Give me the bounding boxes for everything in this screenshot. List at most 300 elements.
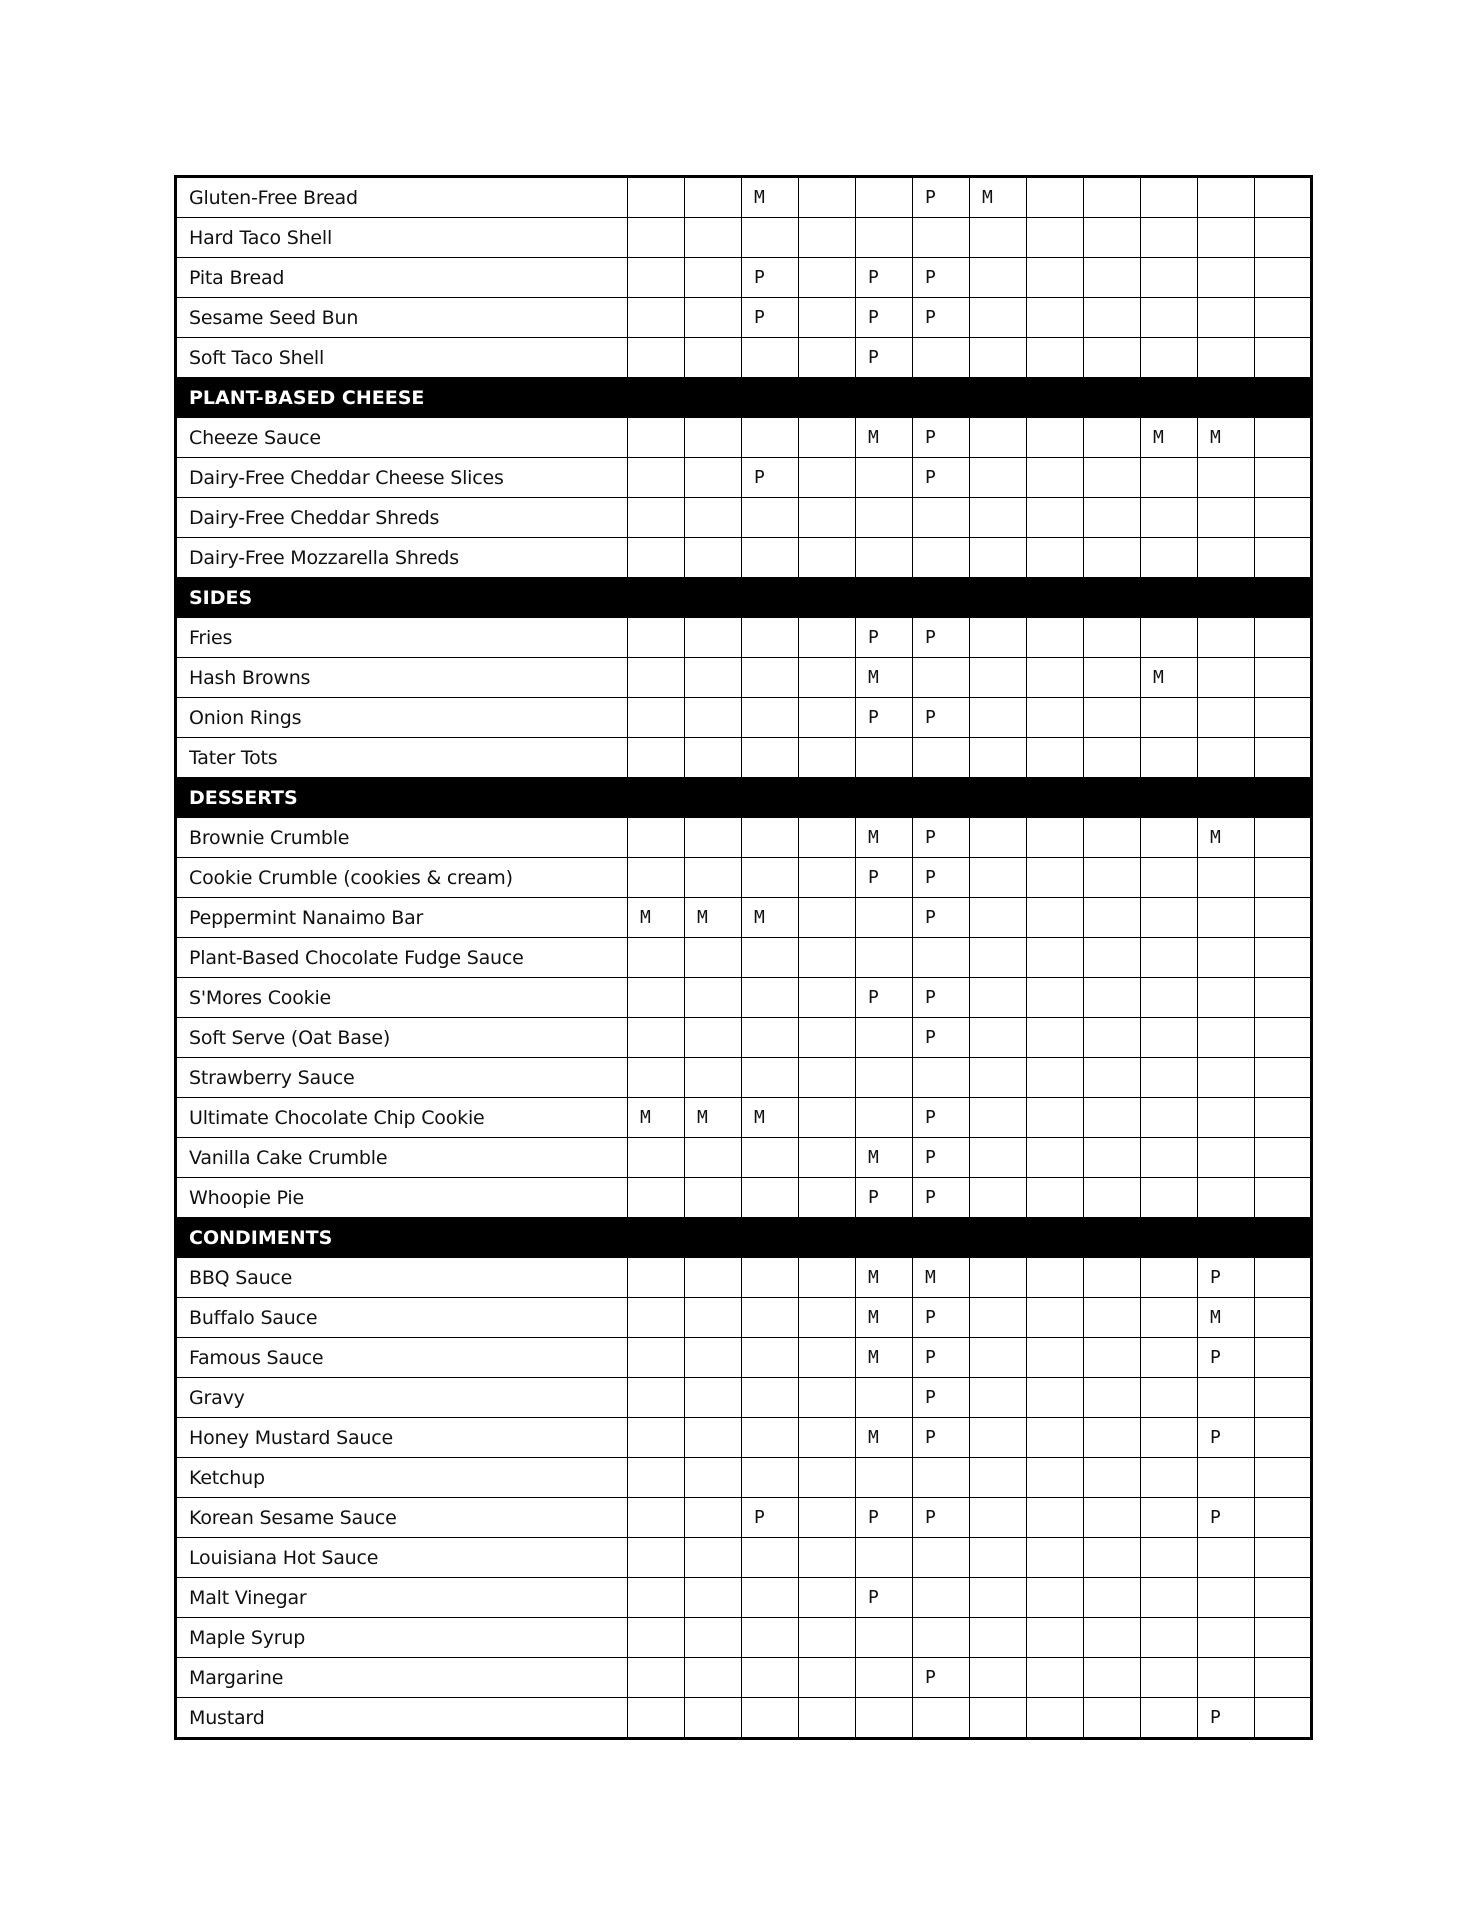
allergen-cell: P [913,818,970,858]
table-row [176,1578,1312,1618]
allergen-cell [913,1458,970,1498]
allergen-cell: P [856,1578,913,1618]
allergen-cell [1027,978,1084,1018]
allergen-cell [799,1378,856,1418]
allergen-cell [1198,258,1255,298]
item-name: Vanilla Cake Crumble [176,1138,628,1178]
item-name: Pita Bread [176,258,628,298]
item-name: Maple Syrup [176,1618,628,1658]
allergen-cell [685,1258,742,1298]
allergen-cell [1084,538,1141,578]
allergen-cell [1084,1338,1141,1378]
allergen-cell: P [1198,1498,1255,1538]
allergen-cell [799,1058,856,1098]
allergen-cell [1084,698,1141,738]
allergen-cell [1027,898,1084,938]
allergen-cell: P [913,1098,970,1138]
allergen-cell [1255,458,1312,498]
allergen-cell [1255,418,1312,458]
allergen-cell [1255,1458,1312,1498]
allergen-cell [1255,938,1312,978]
allergen-cell [1198,177,1255,218]
allergen-cell [1255,1498,1312,1538]
allergen-cell: P [856,618,913,658]
allergen-cell [1255,1658,1312,1698]
allergen-cell [685,738,742,778]
allergen-cell [1027,618,1084,658]
allergen-cell [799,1178,856,1218]
allergen-cell [1198,618,1255,658]
allergen-cell [1255,1058,1312,1098]
allergen-cell [799,218,856,258]
allergen-cell [970,1058,1027,1098]
allergen-cell [1141,738,1198,778]
allergen-cell [685,1498,742,1538]
allergen-cell [799,738,856,778]
allergen-cell [1255,1378,1312,1418]
allergen-cell [799,1298,856,1338]
item-name: Honey Mustard Sauce [176,1418,628,1458]
allergen-cell [685,1658,742,1698]
item-name: Buffalo Sauce [176,1298,628,1338]
allergen-cell [1027,738,1084,778]
allergen-cell: M [685,1098,742,1138]
allergen-cell [1027,1458,1084,1498]
allergen-cell [1084,978,1141,1018]
allergen-cell [628,1018,685,1058]
allergen-cell [1198,698,1255,738]
allergen-cell [1255,1538,1312,1578]
allergen-cell [913,218,970,258]
allergen-cell [856,898,913,938]
allergen-cell [628,738,685,778]
allergen-cell [970,698,1027,738]
allergen-cell [856,1698,913,1739]
allergen-cell [970,298,1027,338]
allergen-cell: M [856,658,913,698]
allergen-cell [1255,538,1312,578]
allergen-cell: P [742,298,799,338]
allergen-cell [799,1458,856,1498]
item-name: Cookie Crumble (cookies & cream) [176,858,628,898]
allergen-cell [1141,938,1198,978]
table-row [176,258,1312,298]
table-row [176,898,1312,938]
allergen-cell [856,498,913,538]
allergen-cell: P [913,458,970,498]
allergen-cell: P [913,1378,970,1418]
section-title: PLANT-BASED CHEESE [176,378,1312,418]
allergen-cell [856,938,913,978]
allergen-cell [1255,618,1312,658]
allergen-cell [1255,858,1312,898]
allergen-cell [1027,1498,1084,1538]
allergen-cell [1084,1298,1141,1338]
table-row [176,1258,1312,1298]
allergen-cell [1255,1578,1312,1618]
allergen-cell [1198,978,1255,1018]
allergen-cell [1255,298,1312,338]
allergen-cell [970,538,1027,578]
allergen-cell [1084,1098,1141,1138]
allergen-cell: M [856,1418,913,1458]
allergen-cell [1198,1378,1255,1418]
allergen-cell [1027,1258,1084,1298]
allergen-cell [1198,538,1255,578]
allergen-cell [628,1298,685,1338]
allergen-cell [1255,338,1312,378]
allergen-cell: P [913,858,970,898]
allergen-cell: P [742,258,799,298]
allergen-cell [628,1578,685,1618]
allergen-cell [1084,1138,1141,1178]
allergen-cell [1027,818,1084,858]
allergen-cell [628,498,685,538]
allergen-cell [628,1538,685,1578]
allergen-cell [1084,1418,1141,1458]
item-name: Hard Taco Shell [176,218,628,258]
allergen-cell [970,738,1027,778]
allergen-cell [913,338,970,378]
allergen-cell [1027,1178,1084,1218]
allergen-cell [1198,298,1255,338]
allergen-cell [913,538,970,578]
allergen-cell [970,1338,1027,1378]
allergen-cell [1255,1418,1312,1458]
allergen-cell [799,177,856,218]
allergen-cell [1084,418,1141,458]
allergen-cell [856,1458,913,1498]
allergen-cell [742,1378,799,1418]
allergen-cell [1027,1658,1084,1698]
item-name: Hash Browns [176,658,628,698]
allergen-cell [742,1538,799,1578]
allergen-cell [1084,618,1141,658]
allergen-cell [1027,1138,1084,1178]
allergen-cell [742,498,799,538]
allergen-cell: P [913,898,970,938]
allergen-cell [913,1578,970,1618]
allergen-cell [970,978,1027,1018]
item-name: Famous Sauce [176,1338,628,1378]
allergen-cell [1141,298,1198,338]
table-row [176,858,1312,898]
allergen-cell [628,298,685,338]
allergen-cell [1084,898,1141,938]
allergen-cell [1141,1338,1198,1378]
allergen-cell [742,418,799,458]
allergen-cell [685,458,742,498]
allergen-cell: M [913,1258,970,1298]
allergen-cell: M [856,1298,913,1338]
allergen-cell: P [742,1498,799,1538]
allergen-cell: P [1198,1418,1255,1458]
allergen-cell [742,1618,799,1658]
allergen-cell [685,1338,742,1378]
allergen-cell [1027,418,1084,458]
table-row [176,1138,1312,1178]
allergen-cell [1141,1298,1198,1338]
allergen-cell [856,1018,913,1058]
item-name: Strawberry Sauce [176,1058,628,1098]
allergen-cell [1141,1498,1198,1538]
table-row [176,738,1312,778]
item-name: Plant-Based Chocolate Fudge Sauce [176,938,628,978]
allergen-cell [1255,1098,1312,1138]
section-title: CONDIMENTS [176,1218,1312,1258]
allergen-cell [628,1658,685,1698]
allergen-cell [1027,1378,1084,1418]
allergen-cell [1027,258,1084,298]
table-row [176,1418,1312,1458]
allergen-cell [799,698,856,738]
item-name: Ketchup [176,1458,628,1498]
allergen-cell [1255,1258,1312,1298]
allergen-cell [856,1058,913,1098]
allergen-cell [742,1298,799,1338]
allergen-cell: P [913,298,970,338]
allergen-cell [799,1538,856,1578]
allergen-cell [1027,338,1084,378]
allergen-cell [685,1698,742,1739]
allergen-cell: P [913,978,970,1018]
allergen-cell [1027,1098,1084,1138]
table-row [176,1338,1312,1378]
table-row [176,298,1312,338]
allergen-table [174,175,1313,1740]
allergen-cell [1198,858,1255,898]
allergen-cell [1027,1338,1084,1378]
table-row [176,1298,1312,1338]
allergen-cell [1198,1618,1255,1658]
allergen-cell [856,1378,913,1418]
allergen-cell [742,978,799,1018]
allergen-cell [970,338,1027,378]
allergen-cell [1255,1698,1312,1739]
allergen-cell [856,538,913,578]
allergen-cell [685,1178,742,1218]
allergen-cell [1027,1418,1084,1458]
allergen-cell [1027,498,1084,538]
item-name: Sesame Seed Bun [176,298,628,338]
allergen-cell [1198,498,1255,538]
allergen-cell [1027,177,1084,218]
allergen-cell [1255,1338,1312,1378]
allergen-cell [1141,1018,1198,1058]
allergen-cell [970,1578,1027,1618]
allergen-cell [1084,1658,1141,1698]
allergen-cell [628,418,685,458]
table-row [176,1658,1312,1698]
allergen-cell [1084,1458,1141,1498]
allergen-cell [1255,818,1312,858]
section-header-row [176,578,1312,618]
allergen-cell: P [856,258,913,298]
allergen-cell [913,1698,970,1739]
allergen-cell [685,177,742,218]
allergen-cell [1141,538,1198,578]
allergen-cell [742,1178,799,1218]
allergen-cell [856,1098,913,1138]
allergen-cell: P [913,1138,970,1178]
item-name: Peppermint Nanaimo Bar [176,898,628,938]
allergen-cell [1027,1018,1084,1058]
allergen-cell [799,898,856,938]
allergen-cell [970,1498,1027,1538]
table-row [176,1698,1312,1739]
allergen-cell: P [913,177,970,218]
allergen-cell: M [628,898,685,938]
allergen-cell [1141,1058,1198,1098]
item-name: Onion Rings [176,698,628,738]
allergen-cell: M [856,1258,913,1298]
allergen-cell [1198,1578,1255,1618]
table-row [176,538,1312,578]
table-row [176,1538,1312,1578]
allergen-cell [799,1658,856,1698]
item-name: Cheeze Sauce [176,418,628,458]
allergen-cell: P [742,458,799,498]
allergen-cell [1141,177,1198,218]
allergen-cell [1255,498,1312,538]
allergen-cell: M [856,1138,913,1178]
allergen-cell [1141,1378,1198,1418]
allergen-cell [970,1418,1027,1458]
allergen-cell [1198,898,1255,938]
allergen-cell: M [628,1098,685,1138]
allergen-cell [685,1578,742,1618]
allergen-cell [628,338,685,378]
allergen-cell [1084,1618,1141,1658]
allergen-cell [1084,177,1141,218]
allergen-cell [742,218,799,258]
allergen-cell [685,1018,742,1058]
allergen-cell [1255,898,1312,938]
allergen-cell: P [856,858,913,898]
allergen-cell [799,858,856,898]
allergen-cell [628,1138,685,1178]
allergen-cell [1198,1058,1255,1098]
allergen-cell [628,1698,685,1739]
allergen-cell [1084,738,1141,778]
allergen-cell [742,1418,799,1458]
section-header-row [176,1218,1312,1258]
allergen-cell: P [856,1498,913,1538]
allergen-cell [970,258,1027,298]
allergen-cell: P [913,418,970,458]
allergen-cell [970,858,1027,898]
allergen-cell [913,1058,970,1098]
allergen-cell [1141,978,1198,1018]
item-name: Fries [176,618,628,658]
allergen-cell [1027,698,1084,738]
allergen-cell: P [913,1018,970,1058]
allergen-cell [1255,738,1312,778]
allergen-cell [685,1418,742,1458]
allergen-cell [628,1378,685,1418]
allergen-cell [1084,298,1141,338]
allergen-cell [970,1698,1027,1739]
allergen-cell [1084,458,1141,498]
allergen-cell [628,177,685,218]
allergen-cell [1027,298,1084,338]
allergen-cell [799,1258,856,1298]
allergen-cell [1141,338,1198,378]
allergen-cell [799,498,856,538]
allergen-cell [913,1618,970,1658]
item-name: Gravy [176,1378,628,1418]
allergen-cell: M [685,898,742,938]
item-name: Tater Tots [176,738,628,778]
allergen-cell: P [856,698,913,738]
allergen-cell [799,938,856,978]
allergen-cell [799,418,856,458]
allergen-cell: M [970,177,1027,218]
allergen-cell [685,498,742,538]
allergen-cell [970,1178,1027,1218]
allergen-cell [1198,1138,1255,1178]
allergen-cell [799,618,856,658]
allergen-cell [970,898,1027,938]
allergen-cell [856,218,913,258]
allergen-cell [970,1538,1027,1578]
allergen-cell [1084,818,1141,858]
allergen-cell: M [742,898,799,938]
allergen-cell [799,298,856,338]
allergen-cell [1027,1618,1084,1658]
allergen-cell [742,618,799,658]
allergen-cell [970,1258,1027,1298]
allergen-cell [742,1458,799,1498]
allergen-cell [628,458,685,498]
allergen-cell [1141,1658,1198,1698]
allergen-cell [913,1538,970,1578]
allergen-cell [1141,858,1198,898]
allergen-cell [1027,938,1084,978]
allergen-cell [856,1618,913,1658]
allergen-cell [1141,1138,1198,1178]
allergen-cell [1084,1258,1141,1298]
allergen-cell [742,1058,799,1098]
allergen-cell [685,1458,742,1498]
allergen-cell [1027,458,1084,498]
table-row [176,658,1312,698]
allergen-cell [1255,218,1312,258]
table-row [176,1378,1312,1418]
allergen-cell [742,1698,799,1739]
allergen-cell [742,738,799,778]
allergen-cell [799,1698,856,1739]
allergen-cell: P [856,978,913,1018]
allergen-cell [799,978,856,1018]
allergen-cell [685,218,742,258]
allergen-cell [685,538,742,578]
allergen-cell [742,1658,799,1698]
allergen-cell [1141,618,1198,658]
section-title: DESSERTS [176,778,1312,818]
section-header-row [176,378,1312,418]
allergen-cell [1141,458,1198,498]
allergen-cell: M [856,818,913,858]
allergen-cell [970,818,1027,858]
allergen-cell [970,1298,1027,1338]
allergen-cell [685,298,742,338]
allergen-cell [1027,1058,1084,1098]
allergen-cell [742,938,799,978]
allergen-cell: P [856,298,913,338]
allergen-cell: P [913,1658,970,1698]
allergen-cell [1141,818,1198,858]
